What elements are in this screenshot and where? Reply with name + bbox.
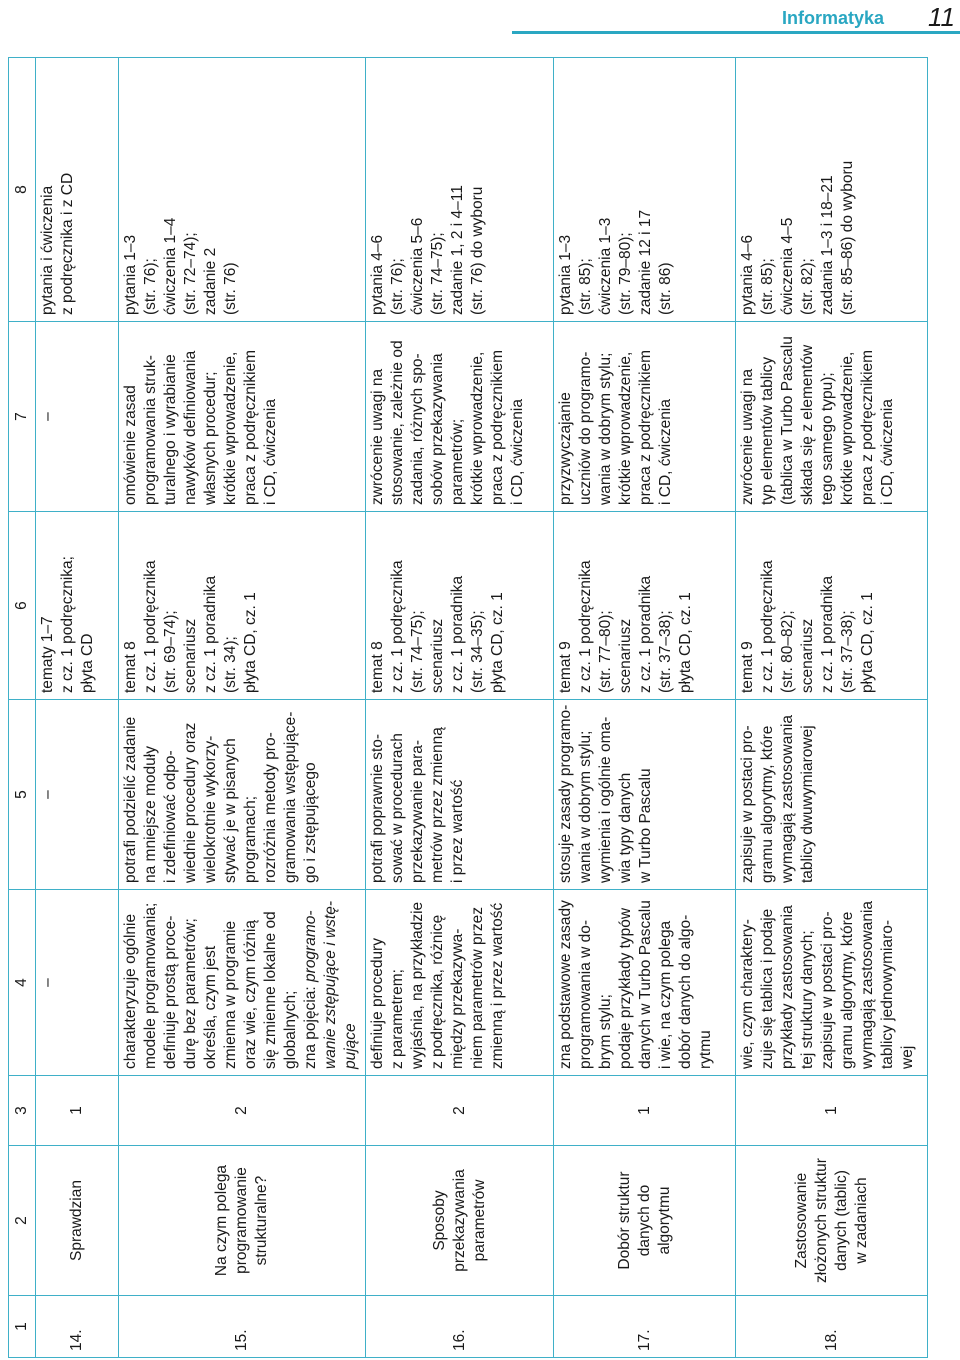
basic-requirements-line: zuje się tablica i podaje: [759, 908, 777, 1069]
extended-requirements-line: i przez wartość: [449, 779, 467, 883]
methods-line: i CD, ćwiczenia: [657, 399, 675, 505]
methods-line: zadania, różnych spo-: [409, 353, 427, 505]
lesson-topic-line: Sposoby: [430, 1190, 448, 1251]
exercises-line: (str. 85);: [577, 258, 595, 315]
table-row: [366, 58, 554, 1358]
methods-line: i CD, ćwiczenia: [509, 399, 527, 505]
methods-line: zwrócenie uwagi na: [739, 368, 757, 505]
extended-requirements-line: potrafi poprawnie sto-: [369, 733, 387, 883]
methods-line: nawyków definiowania: [182, 350, 200, 505]
extended-requirements-line: stywać je w pisanych: [222, 738, 240, 883]
italic-term: programo-: [302, 910, 320, 982]
materials-line: płyta CD, cz. 1: [677, 592, 695, 693]
extended-requirements-line: w Turbo Pascalu: [637, 768, 655, 883]
exercises-line: (str. 85–86) do wyboru: [839, 160, 857, 315]
basic-requirements-line: programowania w do-: [577, 919, 595, 1069]
basic-requirements-line: –: [39, 978, 57, 987]
materials-line: z cz. 1 podręcznika: [389, 560, 407, 693]
materials-line: z cz. 1 poradnika: [637, 575, 655, 693]
col-number: 2: [9, 1146, 36, 1296]
materials-line: temat 8: [122, 641, 140, 693]
basic-requirements-line: gramu algorytmy, które: [839, 911, 857, 1069]
table-row: [119, 58, 366, 1358]
materials: [554, 512, 736, 700]
methods-line: praca z podręcznikiem: [242, 349, 260, 505]
lesson-number: 17.: [554, 1296, 736, 1358]
materials-line: tematy 1–7: [39, 616, 57, 693]
lesson-topic: [119, 1146, 366, 1296]
methods-line: i CD, ćwiczenia: [879, 399, 897, 505]
basic-requirements: [736, 890, 928, 1076]
materials-line: płyta CD, cz. 1: [242, 592, 260, 693]
exercises-line: ćwiczenia 1–4: [162, 217, 180, 315]
materials-line: (str. 80–82);: [779, 610, 797, 693]
materials-line: temat 8: [369, 641, 387, 693]
italic-term: pujące: [342, 1023, 360, 1069]
rotated-table-container: [8, 58, 928, 1358]
materials-line: (str. 34–35);: [469, 610, 487, 693]
methods-line: praca z podręcznikiem: [489, 349, 507, 505]
materials-line: z cz. 1 podręcznika: [577, 560, 595, 693]
extended-requirements: [736, 700, 928, 890]
exercises-line: (str. 86): [657, 262, 675, 315]
basic-requirements-line: [341, 896, 361, 1069]
basic-requirements-line: danych w Turbo Pascalu: [637, 900, 655, 1069]
extended-requirements: [554, 700, 736, 890]
exercises-line: pytania 4–6: [739, 234, 757, 315]
materials-line: scenariusz: [617, 618, 635, 693]
materials: [736, 512, 928, 700]
materials-line: temat 9: [739, 641, 757, 693]
extended-requirements-line: wymagają zastosowania: [779, 714, 797, 883]
exercises-line: ćwiczenia 1–3: [597, 217, 615, 315]
lesson-topic: [554, 1146, 736, 1296]
lesson-topic: [736, 1146, 928, 1296]
basic-requirements: [36, 890, 119, 1076]
basic-requirements-line: wyjaśnia, na przykładzie: [409, 901, 427, 1069]
extended-requirements-line: tablicy dwuwymiarowej: [799, 725, 817, 883]
extended-requirements: [36, 700, 119, 890]
methods-line: krótkie wprowadzenie,: [469, 351, 487, 505]
exercises-line: ćwiczenia 4–5: [779, 217, 797, 315]
table-row: [554, 58, 736, 1358]
extended-requirements-line: wielokrotnie wykorzy-: [202, 735, 220, 883]
basic-requirements-line: przykłady zastosowania: [779, 905, 797, 1069]
methods-line: praca z podręcznikiem: [637, 349, 655, 505]
basic-requirements-line: niem parametrów przez: [469, 907, 487, 1069]
basic-requirements-line: [321, 896, 341, 1069]
extended-requirements-line: –: [39, 790, 57, 799]
lesson-topic-line: Zastosowanie: [792, 1172, 810, 1269]
methods-line: krótkie wprowadzenie,: [617, 351, 635, 505]
extended-requirements: [119, 700, 366, 890]
lesson-topic-line: algorytmu: [655, 1186, 673, 1255]
methods-line: typ elementów tablicy: [759, 356, 777, 505]
exercises-line: (str. 85);: [759, 258, 777, 315]
curriculum-table: [8, 57, 928, 1358]
lesson-number: 15.: [119, 1296, 366, 1358]
lesson-topic-line: Na czym polega: [213, 1164, 231, 1277]
extended-requirements-line: na mniejsze moduły: [142, 746, 160, 883]
materials-line: (str. 34);: [222, 636, 240, 693]
methods-line: uczniów do programo-: [577, 351, 595, 505]
basic-requirements-line: zmienna w programie: [222, 920, 240, 1069]
italic-term: wanie zstępujące i wstę-: [322, 901, 340, 1069]
materials-line: z cz. 1 podręcznika: [142, 560, 160, 693]
basic-requirements-line: zapisuje w postaci pro-: [819, 911, 837, 1069]
column-number-row: [9, 58, 36, 1358]
extended-requirements-line: potrafi podzielić zadanie: [122, 716, 140, 883]
methods: [554, 322, 736, 512]
exercises-line: zadania 1–3 i 18–21: [819, 175, 837, 315]
exercises-line: ćwiczenia 5–6: [409, 217, 427, 315]
exercises: [554, 58, 736, 322]
materials-line: (str. 37–38);: [839, 610, 857, 693]
materials-line: z cz. 1 poradnika: [202, 575, 220, 693]
methods-line: zwrócenie uwagi na: [369, 368, 387, 505]
lesson-topic: [366, 1146, 554, 1296]
basic-requirements-line: durę bez parametrów;: [182, 918, 200, 1069]
extended-requirements-line: zapisuje w postaci pro-: [739, 725, 757, 883]
lesson-hours: 2: [366, 1076, 554, 1146]
exercises-line: pytania 4–6: [369, 234, 387, 315]
extended-requirements-line: stosuje zasady programo-: [557, 704, 575, 883]
methods-line: programowania struk-: [142, 355, 160, 505]
extended-requirements-line: wia typy danych: [617, 772, 635, 883]
materials-line: scenariusz: [429, 618, 447, 693]
exercises-line: (str. 74–75);: [429, 232, 447, 315]
col-number: 5: [9, 700, 36, 890]
col-number: 1: [9, 1296, 36, 1358]
exercises: [736, 58, 928, 322]
materials-line: (str. 69–74);: [162, 610, 180, 693]
lesson-hours: 1: [554, 1076, 736, 1146]
methods-line: składa się z elementów: [799, 344, 817, 505]
basic-requirements-line: z parametrem;: [389, 969, 407, 1069]
methods: [736, 322, 928, 512]
lesson-number: 14.: [36, 1296, 119, 1358]
lesson-topic-line: przekazywania: [450, 1169, 468, 1272]
basic-requirements-line: podaje przykłady typów: [617, 907, 635, 1069]
exercises-line: zadanie 1, 2 i 4–11: [449, 185, 467, 315]
lesson-number: 16.: [366, 1296, 554, 1358]
methods-line: przyzwyczajanie: [557, 392, 575, 505]
extended-requirements-line: metrów przez zmienną: [429, 727, 447, 883]
basic-requirements: [554, 890, 736, 1076]
methods-line: i CD, ćwiczenia: [262, 399, 280, 505]
basic-requirements: [366, 890, 554, 1076]
methods-line: –: [39, 412, 57, 421]
methods-line: omówienie zasad: [122, 385, 140, 505]
exercises-line: (str. 76) do wyboru: [469, 186, 487, 315]
materials-line: scenariusz: [799, 618, 817, 693]
materials-line: z cz. 1 poradnika: [819, 575, 837, 693]
methods-line: wania w dobrym stylu;: [597, 352, 615, 505]
extended-requirements-line: przekazywanie para-: [409, 739, 427, 883]
methods: [36, 322, 119, 512]
materials-line: z cz. 1 podręcznika: [759, 560, 777, 693]
col-number: 8: [9, 58, 36, 322]
exercises-line: pytania 1–3: [122, 234, 140, 315]
basic-requirements-line: oraz wie, czym różnią: [242, 919, 260, 1069]
basic-requirements-line: definiuje prostą proce-: [162, 915, 180, 1069]
methods: [119, 322, 366, 512]
materials: [36, 512, 119, 700]
exercises-line: (str. 76): [222, 262, 240, 315]
extended-requirements-line: gramowania wstępujące-: [282, 711, 300, 883]
col-number: 4: [9, 890, 36, 1076]
basic-requirements-line: tej struktury danych;: [799, 930, 817, 1069]
lesson-topic-line: w zadaniach: [852, 1177, 870, 1264]
materials-line: scenariusz: [182, 618, 200, 693]
exercises-line: (str. 72–74);: [182, 232, 200, 315]
basic-requirements-line: globalnych;: [282, 990, 300, 1069]
lesson-topic: [36, 1146, 119, 1296]
col-number: 3: [9, 1076, 36, 1146]
basic-requirements: [119, 890, 366, 1076]
basic-requirements-line: zmienną i przez wartość: [489, 902, 507, 1069]
col-number: 6: [9, 512, 36, 700]
materials: [366, 512, 554, 700]
methods-line: krótkie wprowadzenie,: [839, 351, 857, 505]
lesson-topic-line: strukturalne?: [253, 1175, 271, 1266]
materials-line: (str. 77–80);: [597, 610, 615, 693]
basic-requirements-line: brym stylu;: [597, 994, 615, 1069]
lesson-topic-line: Dobór struktur: [615, 1171, 633, 1270]
extended-requirements-line: go i zstępującego: [302, 762, 320, 883]
lesson-number: 18.: [736, 1296, 928, 1358]
materials-line: płyta CD: [79, 633, 97, 693]
basic-requirements-line: tablicy jednowymiaro-: [879, 919, 897, 1069]
lesson-hours: 1: [36, 1076, 119, 1146]
extended-requirements: [366, 700, 554, 890]
methods-line: (tablica w Turbo Pascalu: [779, 336, 797, 505]
exercises-line: pytania i ćwiczenia: [39, 185, 57, 315]
basic-requirements-line: definiuje procedury: [369, 938, 387, 1069]
basic-requirements-line: wie, czym charaktery-: [739, 919, 757, 1069]
basic-requirements-line: określa, czym jest: [202, 945, 220, 1069]
basic-requirements-line: modele programowania;: [142, 902, 160, 1069]
materials-line: (str. 74–75);: [409, 610, 427, 693]
basic-requirements-line: rytmu: [697, 1030, 715, 1069]
materials-line: temat 9: [557, 641, 575, 693]
lesson-topic-line: Sprawdzian: [68, 1180, 86, 1261]
basic-requirements-line: [301, 896, 321, 1069]
basic-requirements-line: się zmienne lokalne od: [262, 911, 280, 1069]
basic-requirements-line: między przekazywa-: [449, 928, 467, 1069]
methods-line: turalnego i wyrabianie: [162, 354, 180, 505]
basic-requirements-line: i wie, na czym polega: [657, 920, 675, 1069]
basic-requirements-line: zna podstawowe zasady: [557, 900, 575, 1069]
methods-line: krótkie wprowadzenie,: [222, 351, 240, 505]
extended-requirements-line: programach;: [242, 795, 260, 883]
exercises-line: z podręcznika i z CD: [59, 172, 77, 315]
methods-line: parametrów;: [449, 418, 467, 505]
basic-requirements-line: dobór danych do algo-: [677, 914, 695, 1069]
extended-requirements-line: i zdefiniować odpo-: [162, 750, 180, 883]
section-title: Informatyka: [782, 8, 885, 28]
lesson-topic-line: programowanie: [233, 1167, 251, 1274]
materials-line: z cz. 1 poradnika: [449, 575, 467, 693]
header-rule: [512, 31, 960, 34]
exercises-line: (str. 82);: [799, 258, 817, 315]
exercises: [366, 58, 554, 322]
lesson-hours: 2: [119, 1076, 366, 1146]
exercises: [36, 58, 119, 322]
extended-requirements-line: sować w procedurach: [389, 733, 407, 883]
lesson-hours: 1: [736, 1076, 928, 1146]
basic-requirements-line: charakteryzuje ogólnie: [122, 913, 140, 1069]
basic-requirements-line: wej: [899, 1045, 917, 1069]
extended-requirements-line: gramu algorytmy, które: [759, 725, 777, 883]
col-number: 7: [9, 322, 36, 512]
methods-line: własnych procedur;: [202, 371, 220, 505]
exercises-line: (str. 79–80);: [617, 232, 635, 315]
methods-line: stosowanie, zależnie od: [389, 340, 407, 505]
basic-requirements-line: z podręcznika, różnicę: [429, 914, 447, 1069]
exercises-line: zadanie 2: [202, 247, 220, 315]
materials-line: z cz. 1 podręcznika;: [59, 556, 77, 693]
materials-line: (str. 37–38);: [657, 610, 675, 693]
page-number: 11: [928, 2, 955, 32]
extended-requirements-line: wiednie procedury oraz: [182, 722, 200, 883]
exercises-line: (str. 76);: [142, 258, 160, 315]
materials-line: płyta CD, cz. 1: [489, 592, 507, 693]
exercises-line: pytania 1–3: [557, 234, 575, 315]
table-row: [36, 58, 119, 1358]
basic-requirements-text: zna pojęcia:: [302, 981, 320, 1069]
lesson-topic-line: złożonych struktur: [812, 1158, 830, 1283]
methods: [366, 322, 554, 512]
extended-requirements-line: wania w dobrym stylu;: [577, 730, 595, 883]
materials-line: płyta CD, cz. 1: [859, 592, 877, 693]
exercises: [119, 58, 366, 322]
exercises-line: (str. 76);: [389, 258, 407, 315]
methods-line: sobów przekazywania: [429, 353, 447, 505]
lesson-topic-line: parametrów: [470, 1179, 488, 1262]
materials: [119, 512, 366, 700]
lesson-topic-line: danych (tablic): [832, 1170, 850, 1271]
exercises-line: zadanie 12 i 17: [637, 209, 655, 315]
lesson-topic-line: danych do: [635, 1184, 653, 1257]
basic-requirements-line: wymagają zastosowania: [859, 900, 877, 1069]
extended-requirements-line: wymienia i ogólnie oma-: [597, 716, 615, 883]
methods-line: praca z podręcznikiem: [859, 349, 877, 505]
table-row: [736, 58, 928, 1358]
methods-line: tego samego typu);: [819, 372, 837, 505]
extended-requirements-line: rozróżnia metody pro-: [262, 732, 280, 883]
